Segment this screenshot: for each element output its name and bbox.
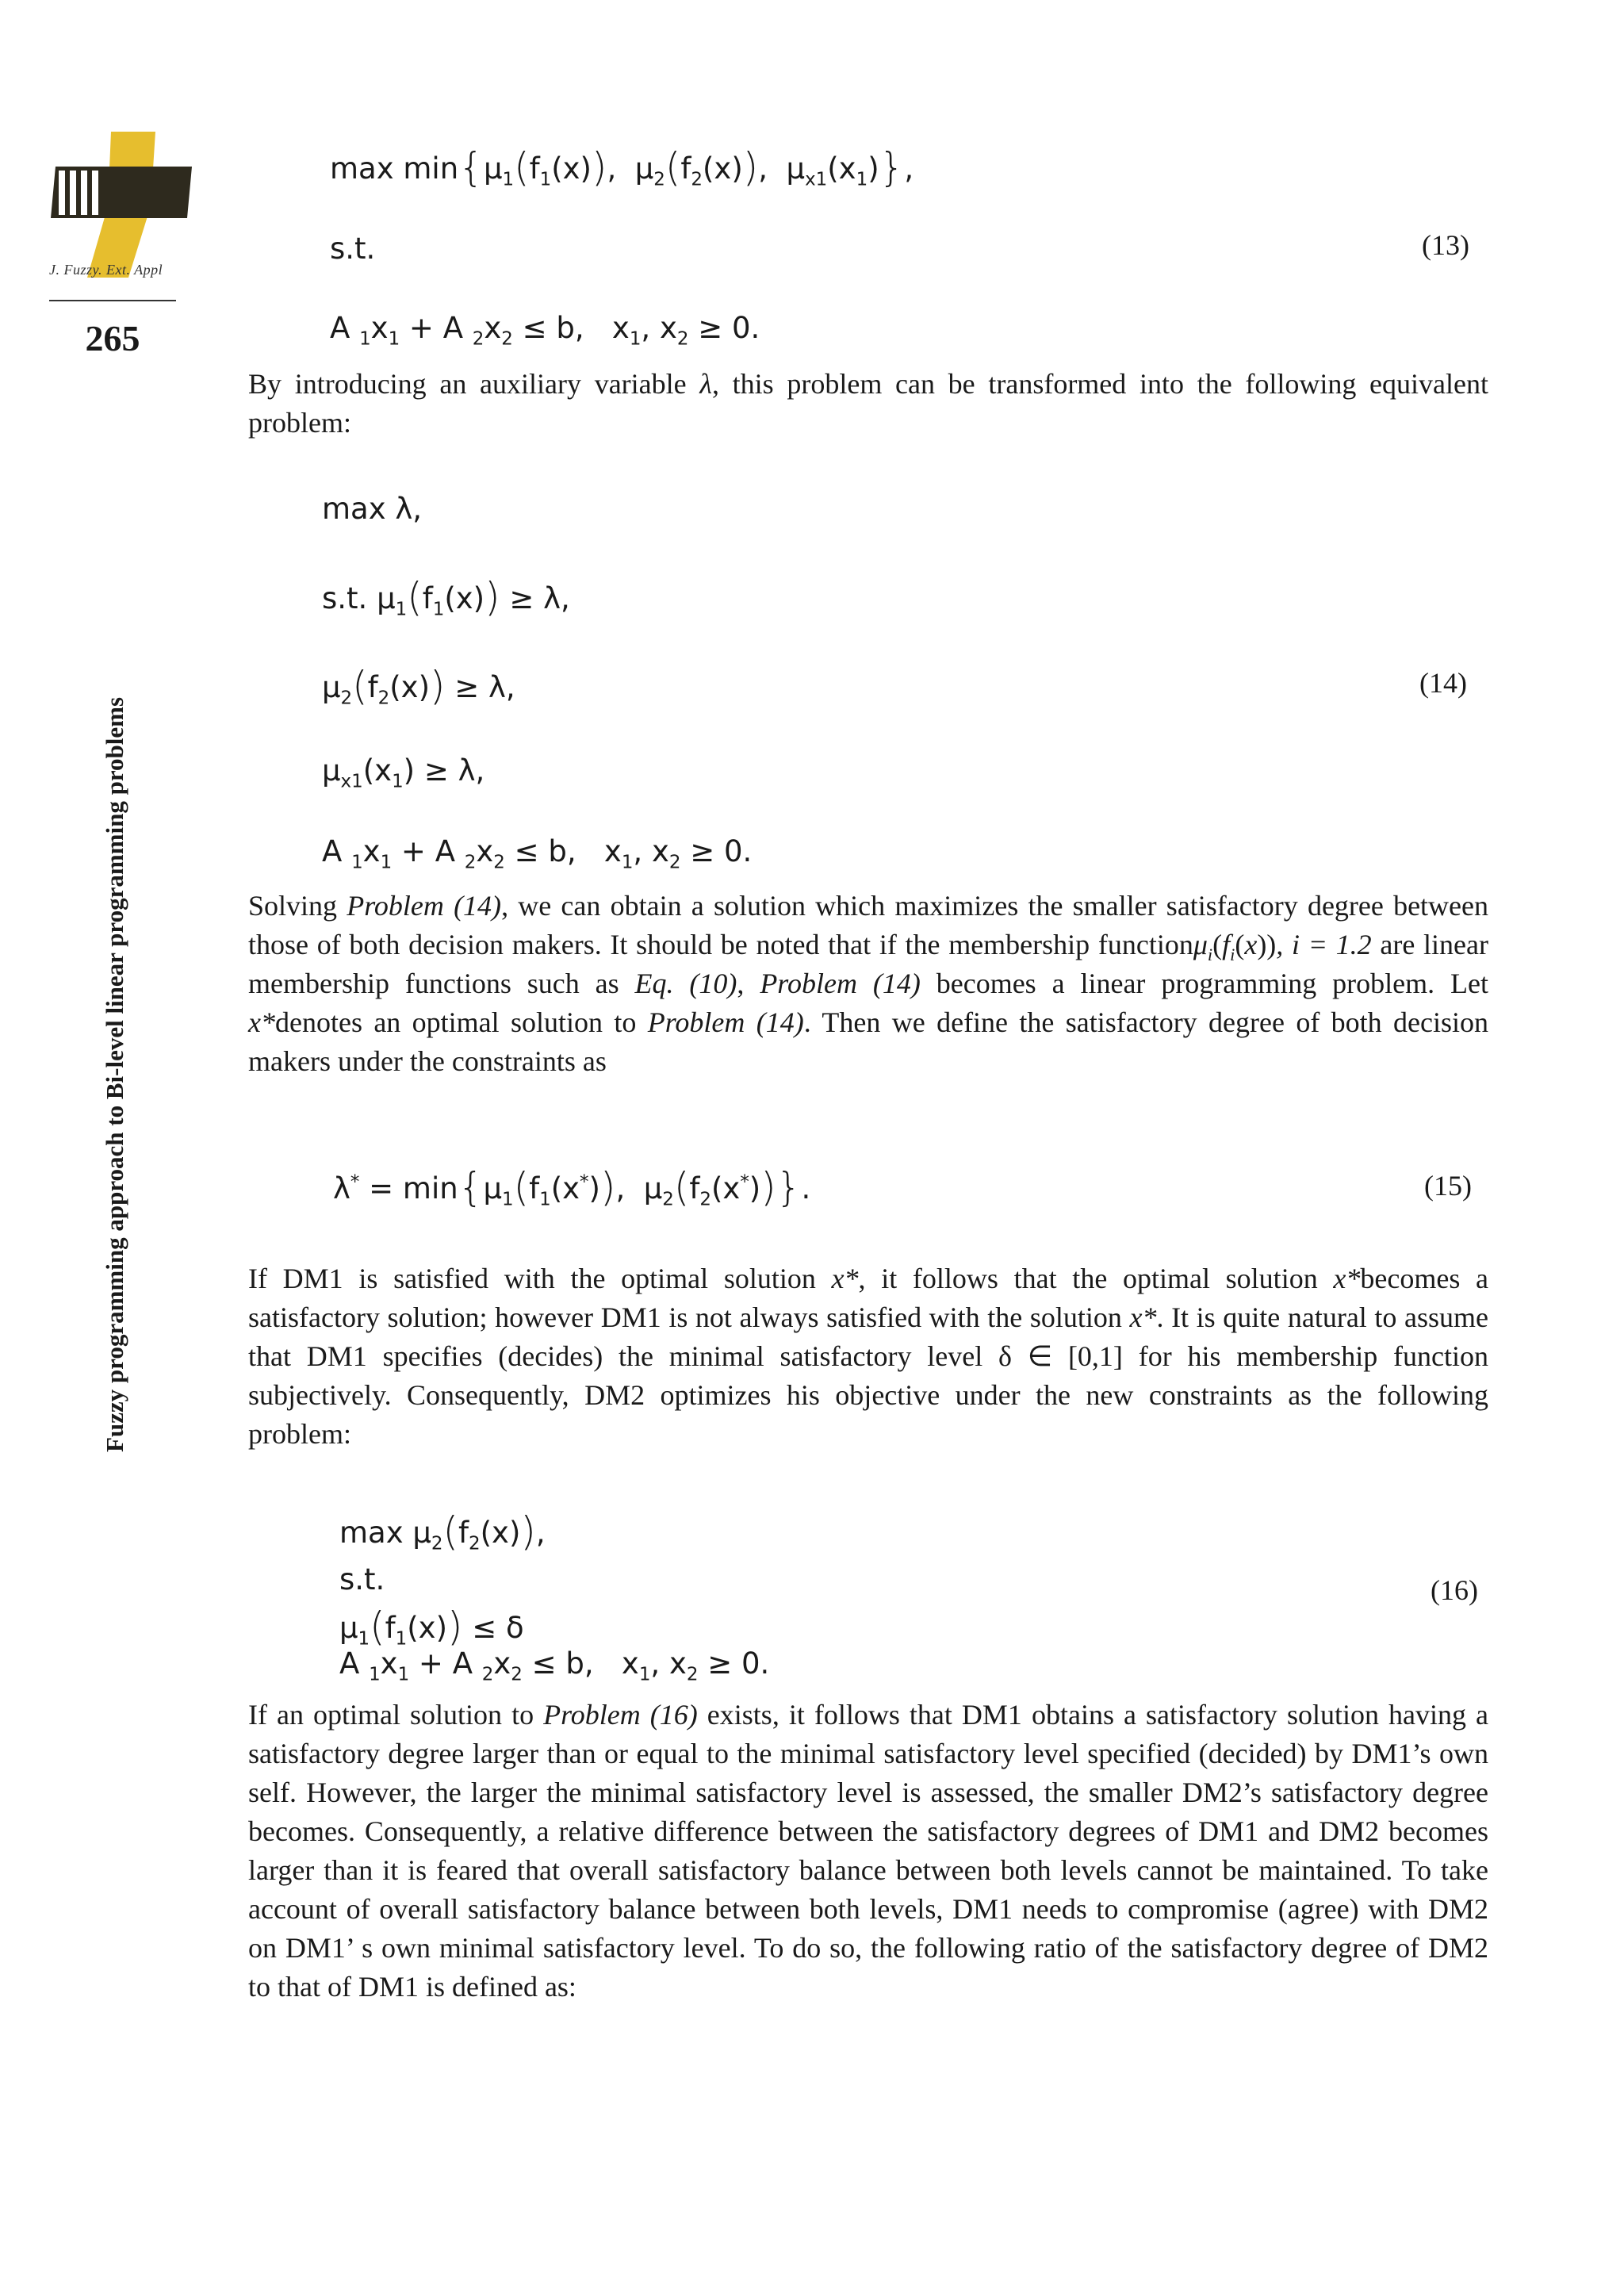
eq13-objective: $\max \min\{\mu_1(f_1(x))$, $\mu_2(f_2(x))$, $\mu_{x1}(x_1)$}, bbox=[330, 144, 914, 190]
eq14-number: (14) bbox=[1419, 667, 1467, 699]
eq13-number: (13) bbox=[1422, 229, 1469, 261]
eq13-constraint: A $_1x_1 + A$ $_2x_2 \le b$, $x_1$, $x_2 \ge 0$. bbox=[330, 311, 760, 350]
eq16-objective: $\max \mu_2(f_2(x))$, bbox=[339, 1508, 546, 1554]
eq16-constraint-1: $\mu_1(f_1(x)) \le \delta$ bbox=[339, 1604, 524, 1650]
eq14-constraint-4: A $_1x_1 + A$ $_2x_2 \le b$, $x_1$, $x_2 \ge 0$. bbox=[322, 834, 753, 873]
page-number: 265 bbox=[85, 318, 140, 358]
eq15: $\lambda^* = \min\{\mu_1(f_1(x^*))$, $\mu_2(f_2(x^*))$}. bbox=[333, 1164, 811, 1210]
header-rule bbox=[49, 300, 176, 301]
eq13-st: s.t. bbox=[330, 232, 376, 266]
eq16-number: (16) bbox=[1431, 1574, 1478, 1606]
paragraph-2: Solving Problem (14), we can obtain a solution which maximizes the smaller satisfactory degree between those of both decision makers. It should be noted that if the membership $function\mu_i(f_i(x))$, i = 1.2 are linear membership functions such as Eq. (10), Problem (14) becomes a linear programming problem. Let x*denotes an optimal solution to Problem (14). Then we define the satisfactory degree of both decision makers under the constraints as bbox=[248, 890, 1489, 1077]
eq14-constraint-1: s.t. $\mu_1(f_1(x)) \ge \lambda$, bbox=[322, 574, 570, 620]
eq16-st: s.t. bbox=[339, 1562, 385, 1596]
eq14-objective: max λ, bbox=[322, 492, 423, 526]
paragraph-1: By introducing an auxiliary variable λ, this problem can be transformed into the following equivalent problem: bbox=[248, 368, 1488, 439]
eq16-constraint-2: A $_1x_1 + A$ $_2x_2 \le b$, $x_1$, $x_2 \ge 0$. bbox=[339, 1646, 770, 1685]
eq15-number: (15) bbox=[1424, 1170, 1472, 1202]
paragraph-4: If an optimal solution to Problem (16) exists, it follows that DM1 obtains a satisfactory solution having a satisfactory degree larger than or equal to the minimal satisfactory level specified (decided) by DM1’s own self. However, the larger the minimal satisfactory level is assessed, the smaller DM2’s satisfactory degree becomes. Consequently, a relative difference between the satisfactory degrees of DM1 and DM2 becomes larger than it is feared that overall satisfactory balance between both levels cannot be maintained. To take account of overall satisfactory balance between both levels, DM1 needs to compromise (agree) with DM2 on DM1’ s own minimal satisfactory level. To do so, the following ratio of the satisfactory degree of DM2 to that of DM1 is defined as: bbox=[248, 1699, 1488, 2003]
running-title: Fuzzy programming approach to Bi-level linear programming problems bbox=[101, 696, 128, 1453]
eq14-constraint-3: $\mu_{x1}(x_1) \ge \lambda$, bbox=[322, 753, 485, 792]
journal-abbreviation: J. Fuzzy. Ext. Appl bbox=[49, 262, 163, 278]
eq14-constraint-2: $\mu_2(f_2(x)) \ge \lambda$, bbox=[322, 663, 515, 709]
paragraph-3: If DM1 is satisfied with the optimal solution x*, it follows that the optimal solution x*becomes a satisfactory solution; however DM1 is not always satisfied with the solution x*. It is quite natural to assume that DM1 specifies (decides) the minimal satisfactory level δ ∈ [0,1] for his membership function subjectively. Consequently, DM2 optimizes his objective under the new constraints as the following problem: bbox=[248, 1263, 1488, 1450]
